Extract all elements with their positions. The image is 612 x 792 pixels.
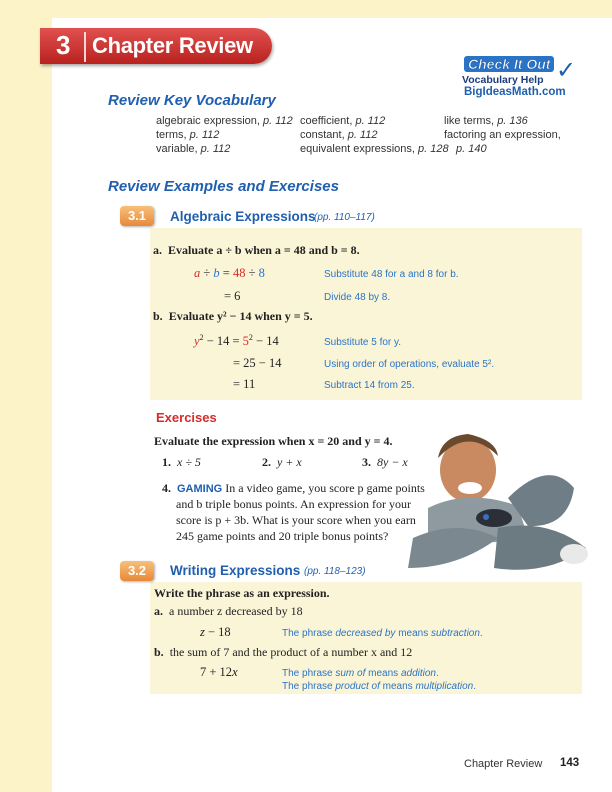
chapter-number: 3 bbox=[56, 30, 71, 60]
example-a-step-1: a ÷ b = 48 ÷ 8 bbox=[194, 266, 265, 280]
site-name: BigIdeasMath bbox=[464, 86, 539, 98]
example-b-step-1: $y^2 - 14 = 5^2 - 14$ bbox=[194, 333, 279, 349]
exercises-instruction: Evaluate the expression when x = 20 and y = 4. bbox=[154, 434, 393, 448]
exercise-item-4-line: 245 game points and 20 triple bonus points? bbox=[176, 529, 389, 543]
check-it-out-site[interactable] bbox=[464, 86, 566, 98]
section-title: Writing Expressions bbox=[170, 563, 301, 578]
step-note: The phrase sum of means addition. bbox=[282, 668, 439, 679]
example-a-expression: z − 18 bbox=[200, 625, 231, 639]
vocab-term: variable, p. 112 bbox=[156, 143, 231, 155]
page-margin-band bbox=[0, 0, 52, 792]
example-a: a. a number z decreased by 18 bbox=[154, 604, 303, 618]
example-a-step-2: = 6 bbox=[224, 289, 241, 303]
exercise-item-3: 3. 8y − x bbox=[362, 455, 408, 469]
exercise-item-1: 1. x ÷ 5 bbox=[162, 455, 201, 469]
vocab-term: terms, p. 112 bbox=[156, 129, 220, 141]
chapter-title: Chapter Review bbox=[92, 33, 253, 58]
step-note: Substitute 48 for a and 8 for b. bbox=[324, 269, 459, 280]
example-a: a. Evaluate a ÷ b when a = 48 and b = 8. bbox=[153, 243, 360, 257]
exercise-item-4: 4. GAMING In a video game, you score p game points bbox=[162, 481, 425, 495]
step-note: Substitute 5 for y. bbox=[324, 337, 402, 348]
vocab-term: like terms, p. 136 bbox=[444, 115, 528, 127]
example-b: b. Evaluate y² − 14 when y = 5. bbox=[153, 309, 313, 323]
step-note: Using order of operations, evaluate 5². bbox=[324, 359, 495, 370]
check-it-out-subtitle[interactable]: Vocabulary Help bbox=[462, 74, 544, 86]
vocab-term: factoring an expression, bbox=[444, 129, 561, 141]
vocab-term: equivalent expressions, p. 128 bbox=[300, 143, 449, 155]
section-badge: 3.2 bbox=[120, 561, 154, 581]
vocab-term: coefficient, p. 112 bbox=[300, 115, 386, 127]
section-pages: (pp. 110–117) bbox=[314, 212, 375, 223]
exercise-item-4-line: score is p + 3b. What is your score when you earn bbox=[176, 513, 416, 527]
step-note: The phrase product of means multiplication. bbox=[282, 681, 477, 692]
example-b-step-2: = 25 − 14 bbox=[233, 356, 282, 370]
exercise-item-2: 2. y + x bbox=[262, 455, 302, 469]
step-note: The phrase decreased by means subtraction. bbox=[282, 628, 483, 639]
example-b: b. the sum of 7 and the product of a number x and 12 bbox=[154, 645, 413, 659]
section-32-instruction: Write the phrase as an expression. bbox=[154, 586, 330, 600]
footer-label: Chapter Review bbox=[464, 758, 543, 770]
checkmark-icon: ✓ bbox=[556, 57, 577, 84]
exercise-item-4-line: and b triple bonus points. An expression for your bbox=[176, 497, 411, 511]
example-b-step-3: = 11 bbox=[233, 377, 256, 391]
vocabulary-column-3 bbox=[444, 114, 584, 156]
site-tld: .com bbox=[538, 86, 566, 98]
vocabulary-column-2 bbox=[300, 114, 450, 156]
banner-divider bbox=[84, 32, 86, 62]
section-pages: (pp. 118–123) bbox=[304, 566, 366, 577]
step-note: Divide 48 by 8. bbox=[324, 292, 391, 303]
vocab-term: p. 140 bbox=[456, 143, 487, 155]
vocab-term: constant, p. 112 bbox=[300, 129, 378, 141]
page-number: 143 bbox=[560, 757, 580, 769]
vocab-term: algebraic expression, p. 112 bbox=[156, 115, 293, 127]
exercises-heading: Exercises bbox=[152, 410, 221, 425]
gamer-boy-photo bbox=[398, 418, 588, 578]
vocabulary-heading: Review Key Vocabulary bbox=[108, 92, 276, 109]
example-b-expression: 7 + 12x bbox=[200, 665, 238, 679]
step-note: Subtract 14 from 25. bbox=[324, 380, 415, 391]
section-badge: 3.1 bbox=[120, 206, 154, 226]
vocabulary-column-1 bbox=[156, 114, 304, 156]
section-title: Algebraic Expressions bbox=[170, 209, 316, 224]
page-top-band bbox=[52, 0, 612, 18]
examples-heading: Review Examples and Exercises bbox=[108, 178, 339, 195]
check-it-out-title[interactable]: Check It Out bbox=[464, 56, 554, 72]
